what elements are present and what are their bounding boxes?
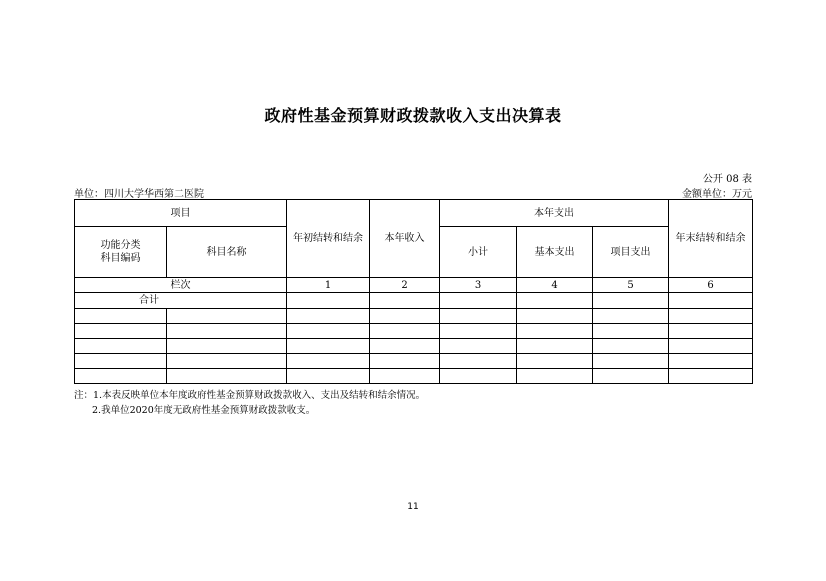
page-title: 政府性基金预算财政拨款收入支出决算表: [264, 106, 562, 125]
column-number: 3: [440, 278, 517, 293]
table-cell: [517, 323, 593, 338]
table-cell: [287, 353, 370, 368]
table-cell: [167, 338, 287, 353]
total-row: [75, 293, 753, 308]
header-func-class: 功能分类: [100, 240, 141, 252]
header-begin-balance: 年初结转和结余: [287, 200, 370, 278]
table-cell: [517, 293, 593, 308]
table-cell: [669, 323, 753, 338]
header-basic: 基本支出: [517, 227, 593, 278]
table-cell: [75, 323, 167, 338]
table-cell: [287, 308, 370, 323]
table-cell: [593, 323, 669, 338]
column-number: 2: [370, 278, 440, 293]
table-cell: [75, 308, 167, 323]
column-number: 6: [669, 278, 753, 293]
total-label: 合计: [75, 293, 287, 308]
table-cell: [669, 368, 753, 383]
table-cell: [669, 308, 753, 323]
amount-unit: 金额单位：万元: [682, 189, 752, 200]
table-cell: [593, 308, 669, 323]
table-cell: [440, 338, 517, 353]
table-cell: [440, 293, 517, 308]
header-subject-name: 科目名称: [167, 227, 287, 278]
column-number: 4: [517, 278, 593, 293]
table-cell: [517, 338, 593, 353]
table-cell: [287, 338, 370, 353]
table-cell: [669, 353, 753, 368]
header-project-exp: 项目支出: [593, 227, 669, 278]
table-cell: [517, 368, 593, 383]
table-cell: [440, 323, 517, 338]
table-cell: [440, 368, 517, 383]
table-cell: [370, 293, 440, 308]
header-func-class-cell: [75, 227, 167, 278]
budget-table: [74, 199, 753, 384]
column-number-label: 栏次: [75, 278, 287, 293]
header-project: 项目: [75, 200, 287, 227]
column-number: 5: [593, 278, 669, 293]
form-number: 公开 08 表: [702, 174, 752, 185]
column-number: 1: [287, 278, 370, 293]
table-cell: [370, 323, 440, 338]
header-subject-code: 科目编码: [100, 253, 141, 265]
note-line: 2.我单位2020年度无政府性基金预算财政拨款收支。: [92, 405, 316, 416]
column-number-row: [75, 278, 753, 293]
table-row: [75, 368, 753, 383]
table-row: [75, 323, 753, 338]
table-row: [75, 338, 753, 353]
table-cell: [167, 323, 287, 338]
table-cell: [370, 338, 440, 353]
table-cell: [669, 293, 753, 308]
table-cell: [167, 308, 287, 323]
table-cell: [167, 353, 287, 368]
table-cell: [370, 368, 440, 383]
table-cell: [593, 338, 669, 353]
table-cell: [593, 353, 669, 368]
table-row: [75, 308, 753, 323]
header-end-balance: 年末结转和结余: [669, 200, 753, 278]
table-cell: [75, 353, 167, 368]
page-number: 11: [407, 502, 419, 512]
notes: [74, 388, 425, 418]
table-cell: [287, 293, 370, 308]
table-cell: [75, 338, 167, 353]
note-line: 注：1.本表反映单位本年度政府性基金预算财政拨款收入、支出及结转和结余情况。: [74, 390, 426, 401]
table-cell: [517, 353, 593, 368]
table-cell: [75, 368, 167, 383]
reporting-unit: 单位：四川大学华西第二医院: [74, 189, 204, 200]
header-expenditure: 本年支出: [440, 200, 669, 227]
header-income: 本年收入: [370, 200, 440, 278]
table-cell: [593, 368, 669, 383]
table-cell: [669, 338, 753, 353]
table-cell: [517, 308, 593, 323]
table-cell: [167, 368, 287, 383]
table-cell: [287, 323, 370, 338]
header-row-1: [75, 200, 753, 227]
table-row: [75, 353, 753, 368]
header-subtotal: 小计: [440, 227, 517, 278]
table-cell: [370, 308, 440, 323]
table-cell: [440, 308, 517, 323]
table-cell: [370, 353, 440, 368]
table-cell: [593, 293, 669, 308]
table-cell: [440, 353, 517, 368]
table-cell: [287, 368, 370, 383]
